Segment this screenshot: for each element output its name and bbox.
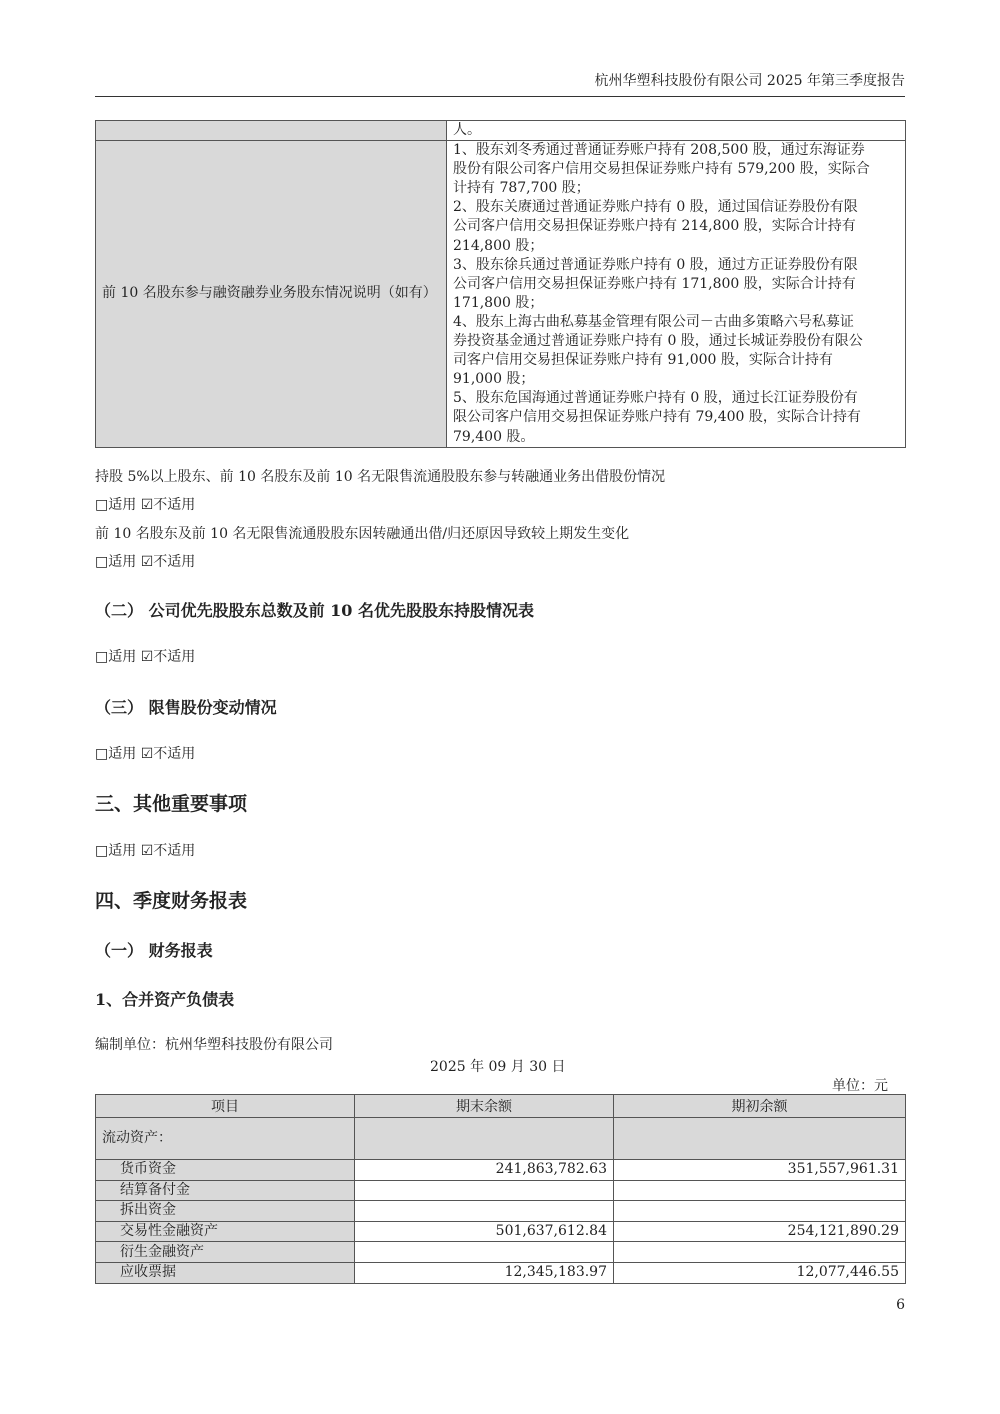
unit-label: 单位：元 <box>832 1078 888 1094</box>
row-label <box>96 121 447 141</box>
text-line: 计持有 787,700 股； <box>453 180 590 197</box>
not-applicable-checkbox: ☑不适用 <box>140 746 196 762</box>
row-item: 应收票据 <box>96 1262 355 1283</box>
text-line: 79,400 股。 <box>453 428 535 445</box>
applicable-checkbox: □适用 <box>95 843 137 859</box>
page-number: 6 <box>896 1297 905 1313</box>
checkbox-line <box>95 646 195 666</box>
text-line: 214,800 股； <box>453 237 544 254</box>
table-row <box>96 1180 906 1201</box>
header-divider <box>95 96 905 97</box>
applicable-checkbox: □适用 <box>95 746 137 762</box>
paragraph: 持股 5%以上股东、前 10 名股东及前 10 名无限售流通股股东参与转融通业务出借股份情况 <box>95 469 666 485</box>
begin-balance: 12,077,446.55 <box>614 1262 906 1283</box>
end-balance: 241,863,782.63 <box>355 1160 614 1181</box>
text-line: 股份有限公司客户信用交易担保证券账户持有 579,200 股，实际合 <box>453 161 870 178</box>
text-line: 4、股东上海古曲私募基金管理有限公司－古曲多策略六号私募证 <box>453 313 854 330</box>
row-content <box>447 141 906 448</box>
end-balance: 12,345,183.97 <box>355 1262 614 1283</box>
begin-balance: 351,557,961.31 <box>614 1160 906 1181</box>
text-line: 5、股东危国海通过普通证券账户持有 0 股，通过长江证券股份有 <box>453 390 858 407</box>
text-line: 公司客户信用交易担保证券账户持有 171,800 股，实际合计持有 <box>453 275 856 292</box>
row-item: 结算备付金 <box>96 1180 355 1201</box>
empty-cell <box>355 1118 614 1160</box>
checkbox-line <box>95 743 195 763</box>
checkbox-line <box>95 494 195 514</box>
balance-sheet-table <box>95 1094 906 1284</box>
row-item: 拆出资金 <box>96 1201 355 1222</box>
compiler: 编制单位：杭州华塑科技股份有限公司 <box>95 1037 333 1053</box>
column-header: 项目 <box>96 1095 355 1118</box>
end-balance <box>355 1201 614 1222</box>
text-line: 公司客户信用交易担保证券账户持有 214,800 股，实际合计持有 <box>453 218 856 235</box>
section-row <box>96 1118 906 1160</box>
not-applicable-checkbox: ☑不适用 <box>140 497 196 513</box>
text-line: 限公司客户信用交易担保证券账户持有 79,400 股，实际合计持有 <box>453 409 861 426</box>
text-line: 人。 <box>453 122 481 138</box>
begin-balance <box>614 1180 906 1201</box>
chapter-heading: 三、其他重要事项 <box>95 793 248 815</box>
row-label: 前 10 名股东参与融资融券业务股东情况说明（如有） <box>96 141 447 448</box>
not-applicable-checkbox: ☑不适用 <box>140 843 196 859</box>
row-item: 货币资金 <box>96 1160 355 1181</box>
applicable-checkbox: □适用 <box>95 649 137 665</box>
column-header: 期初余额 <box>614 1095 906 1118</box>
end-balance <box>355 1242 614 1263</box>
row-item: 衍生金融资产 <box>96 1242 355 1263</box>
checkbox-line <box>95 840 195 860</box>
table-row <box>96 121 906 141</box>
header-row <box>96 1095 906 1118</box>
table-row <box>96 1160 906 1181</box>
text-line: 2、股东关赓通过普通证券账户持有 0 股，通过国信证券股份有限 <box>453 199 858 216</box>
paragraph: 前 10 名股东及前 10 名无限售流通股股东因转融通出借/归还原因导致较上期发生变化 <box>95 526 630 542</box>
table-row <box>96 1242 906 1263</box>
section-heading: 1、合并资产负债表 <box>95 990 235 1009</box>
begin-balance: 254,121,890.29 <box>614 1221 906 1242</box>
row-item: 交易性金融资产 <box>96 1221 355 1242</box>
not-applicable-checkbox: ☑不适用 <box>140 649 196 665</box>
text-line: 券投资基金通过普通证券账户持有 0 股，通过长城证券股份有限公 <box>453 333 863 350</box>
report-date: 2025 年 09 月 30 日 <box>430 1059 566 1075</box>
begin-balance <box>614 1201 906 1222</box>
section-heading: （一） 财务报表 <box>95 941 213 960</box>
table-row <box>96 1221 906 1242</box>
applicable-checkbox: □适用 <box>95 554 137 570</box>
checkbox-line <box>95 551 195 571</box>
report-header: 杭州华塑科技股份有限公司 2025 年第三季度报告 <box>594 73 905 89</box>
text-line: 司客户信用交易担保证券账户持有 91,000 股，实际合计持有 <box>453 352 833 369</box>
chapter-heading: 四、季度财务报表 <box>95 890 248 912</box>
text-line: 3、股东徐兵通过普通证券账户持有 0 股，通过方正证券股份有限 <box>453 256 858 273</box>
table-row <box>96 1201 906 1222</box>
table-row <box>96 1262 906 1283</box>
empty-cell <box>614 1118 906 1160</box>
end-balance: 501,637,612.84 <box>355 1221 614 1242</box>
section-label: 流动资产： <box>96 1118 355 1160</box>
end-balance <box>355 1180 614 1201</box>
section-heading: （三） 限售股份变动情况 <box>95 698 277 717</box>
table-row <box>96 141 906 448</box>
text-line: 1、股东刘冬秀通过普通证券账户持有 208,500 股，通过东海证券 <box>453 142 865 159</box>
text-line: 171,800 股； <box>453 294 544 311</box>
section-heading: （二） 公司优先股股东总数及前 10 名优先股股东持股情况表 <box>95 601 534 620</box>
applicable-checkbox: □适用 <box>95 497 137 513</box>
margin-trading-table <box>95 120 906 448</box>
column-header: 期末余额 <box>355 1095 614 1118</box>
row-content <box>447 121 906 141</box>
begin-balance <box>614 1242 906 1263</box>
text-line: 91,000 股； <box>453 371 535 388</box>
not-applicable-checkbox: ☑不适用 <box>140 554 196 570</box>
